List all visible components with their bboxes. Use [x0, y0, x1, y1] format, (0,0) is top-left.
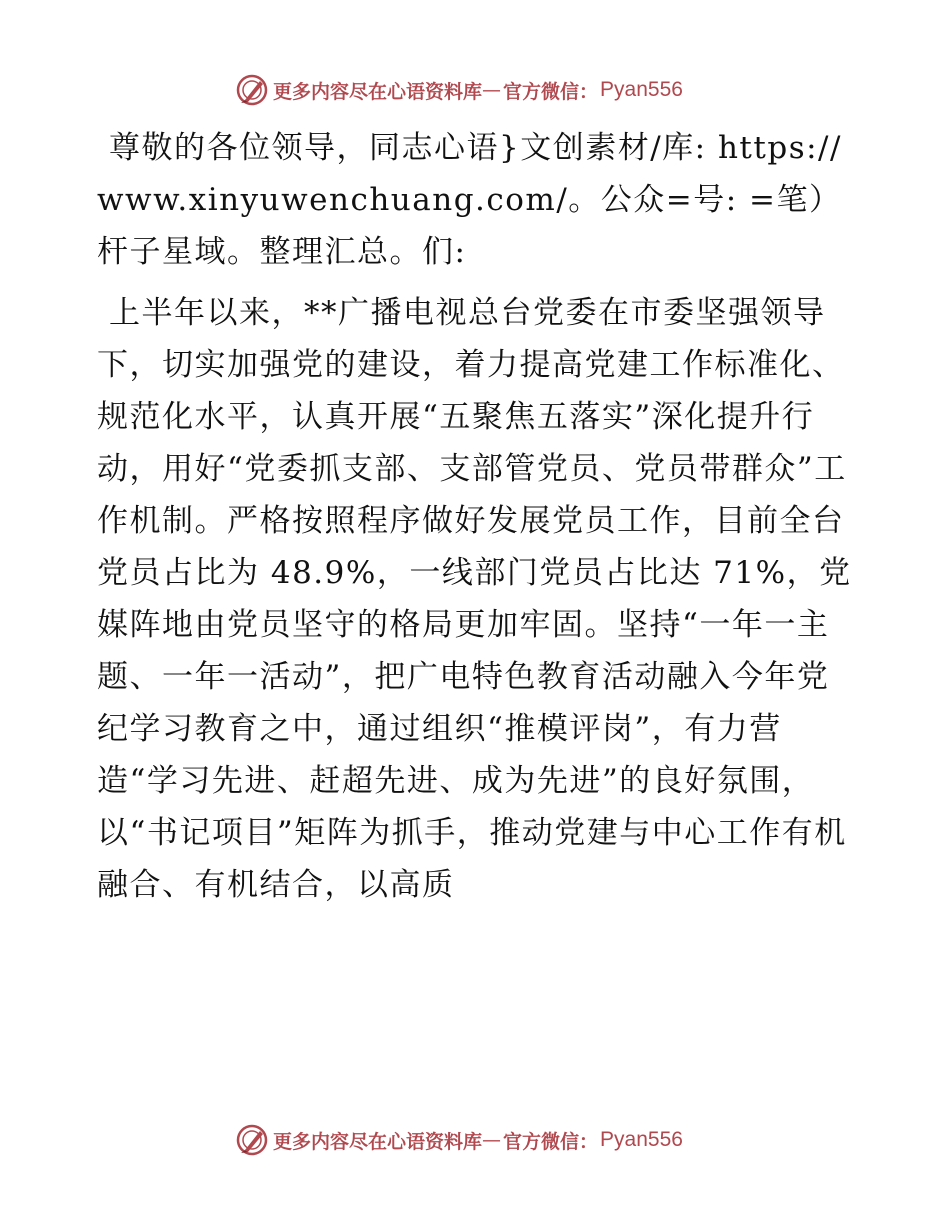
body-paragraph: 上半年以来，**广播电视总台党委在市委坚强领导下，切实加强党的建设，着力提高党建工作标准化、规范化水平，认真开展“五聚焦五落实”深化提升行动，用好“党委抓支部、支部管党员、党员带群众”工作机制。严格按照程序做好发展党员工作，目前全台党员占比为 48.9%，一线部门党员占比达 71%，党媒阵地由党员坚守的格局更加牢固。坚持“一年一主题、一年一活动”，把广电特色教育活动融入今年党纪学习教育之中，通过组织“推模评岗”，有力营造“学习先进、赶超先进、成为先进”的良好氛围，以“书记项目”矩阵为抓手，推动党建与中心工作有机融合、有机结合，以高质 — [97, 295, 852, 903]
footer-banner-wechat-id: Pyan556 — [600, 1128, 683, 1151]
pen-logo-icon — [235, 73, 269, 107]
header-watermark-banner — [235, 73, 715, 107]
footer-banner-text: 更多内容尽在心语资料库 — [273, 1130, 483, 1153]
footer-banner-separator: — — [482, 1129, 502, 1151]
header-banner-wechat-id: Pyan556 — [600, 78, 683, 101]
pen-logo-icon — [235, 1123, 269, 1157]
header-banner-wechat-label: 官方微信： — [503, 80, 599, 103]
header-banner-text: 更多内容尽在心语资料库 — [273, 80, 483, 103]
footer-banner-wechat-label: 官方微信： — [503, 1130, 599, 1153]
header-banner-separator: — — [482, 79, 502, 101]
greeting-paragraph: 尊敬的各位领导，同志心语}文创素材/库: https://www.xinyuwenchuang.com/。公众=号: =笔）杆子星域。整理汇总。们: — [97, 130, 842, 270]
footer-watermark-banner — [235, 1123, 715, 1157]
document-body — [97, 122, 857, 911]
